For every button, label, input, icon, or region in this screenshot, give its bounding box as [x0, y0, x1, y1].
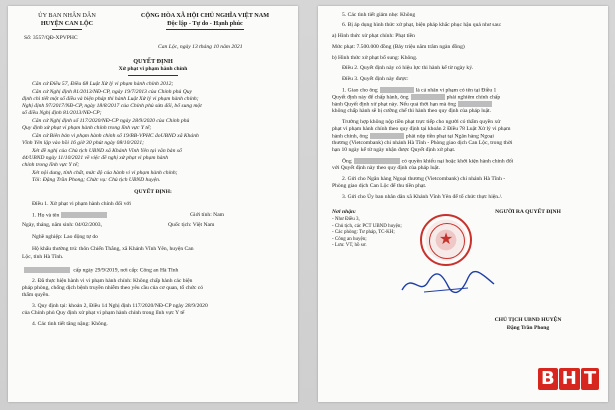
item-2-line: pháp phòng, chống dịch bệnh truyền nhiễm theo yêu cầu của cơ quan, tổ chức có [22, 285, 204, 291]
redacted-name [61, 212, 107, 218]
delivery-text: hành Quyết định xử phạt này. Nếu quá thời hạn mà ông [332, 101, 457, 108]
watermark-logo [538, 368, 600, 390]
article-2: Điều 2. Quyết định này có hiệu lực thi hành kể từ ngày ký. [342, 65, 474, 71]
item-6b: b) Hình thức xử phạt bổ sung: Không. [332, 55, 418, 61]
signer-position: CHỦ TỊCH UBND HUYỆN [494, 317, 562, 323]
article-3: Điều 3. Quyết định này được: [342, 76, 409, 82]
place-date: Can Lộc, ngày 13 tháng 10 năm 2021 [158, 44, 243, 50]
occupation: Nghề nghiệp: Lao động tự do [32, 234, 98, 240]
bank-line: 2. Gửi cho Ngân hàng Ngoại thương (Vietcombank) chi nhánh Hà Tĩnh - [342, 176, 506, 182]
basis-line: Xét nội dung, tính chất, mức độ của hành vi vi phạm hành chính; [32, 170, 178, 176]
basis-line: 44/UBND ngày 11/10/2021 về việc đề nghị xử phạt vi phạm hành [22, 155, 169, 161]
id-issue-row [22, 267, 178, 275]
recipient-item: - Như Điều 3, [332, 217, 360, 222]
fine-amount: Mức phạt: 7.500.000 đồng (Bảy triệu năm trăm ngàn đồng) [332, 44, 465, 50]
redacted-name [411, 94, 445, 100]
doc-subtitle: Xử phạt vi phạm hành chính [118, 66, 188, 72]
payment-text: hành chính, ông [332, 133, 368, 140]
agency-underline [52, 29, 82, 30]
offender-name-row [32, 212, 109, 220]
redacted-name [380, 87, 414, 93]
bank-line: Phòng giao dịch Can Lộc để thu tiền phạt. [332, 183, 427, 189]
gender: Giới tính: Nam [190, 212, 225, 218]
agency-line2: HUYỆN CAN LỘC [40, 20, 94, 27]
commune-line: 3. Gửi cho Ủy ban nhân dân xã Khánh Vĩnh Yên để tổ chức thực hiện./. [342, 194, 503, 200]
basis-line: Quy định xử phạt vi phạm hành chính trong lĩnh vực Y tế; [22, 125, 152, 131]
appeal-line: với Quyết định này theo quy định của pháp luật. [332, 165, 440, 171]
doc-number: Số: 3557/QĐ-XPVPHC [24, 35, 78, 41]
signer-name: Đặng Trần Phong [506, 325, 550, 331]
basis-line: Nghị định 97/2017/NĐ-CP, ngày 18/8/2017 của Chính phủ sửa đổi, bổ sung một [22, 103, 202, 109]
item-2-line: thẩm quyền. [22, 292, 50, 298]
basis-line: số điều Nghị định 81/2013/NĐ-CP; [22, 110, 102, 116]
agency-header [22, 12, 112, 28]
agency-line1: ỦY BAN NHÂN DÂN [38, 12, 96, 19]
payment-text: phải nộp tiền phạt tại Ngân hàng Ngoại [405, 133, 494, 140]
basis-line: chính trong lĩnh vực Y tế; [22, 162, 80, 168]
title-underline [128, 75, 178, 76]
item-5: 5. Các tình tiết giảm nhẹ: Không [342, 12, 416, 18]
signature [398, 268, 498, 298]
delivery-text: Quyết định này để chấp hành, ông [332, 94, 409, 101]
doc-title: QUYẾT ĐỊNH [133, 58, 173, 65]
payment-line: thương (Vietcombank) chi nhánh Hà Tĩnh - Phòng giao dịch Can Lộc, trong thời [332, 140, 513, 146]
item-6a: a) Hình thức xử phạt chính: Phạt tiền [332, 33, 415, 39]
official-seal [420, 214, 472, 266]
payment-line: hạn 10 ngày kể từ ngày nhận được Quyết định xử phạt. [332, 147, 456, 153]
payment-line: phạt vi phạm hành chính theo quy định tại khoản 2 Điều 78 Luật Xử lý vi phạm [332, 126, 511, 132]
basis-line: Căn cứ Nghị định 81/2013/NĐ-CP, ngày 19/7/2013 của Chính phủ Quy [32, 89, 193, 95]
delivery-text: là cá nhân vi phạm có tên tại Điều 1 [415, 87, 497, 94]
redacted-name [458, 101, 492, 107]
article-1: Điều 1. Xử phạt vi phạm hành chính đối với [32, 201, 131, 207]
nation-underline [166, 29, 244, 30]
basis-line: Vĩnh Yên lập vào hồi 16 giờ 30 phút ngày 08/10/2021; [22, 140, 145, 146]
delivery-line: không chấp hành sẽ bị cưỡng chế thi hành theo quy định của pháp luật. [332, 108, 492, 114]
nationality: Quốc tịch: Việt Nam [168, 222, 215, 228]
name-label: 1. Họ và tên [32, 212, 60, 219]
basis-line: Căn cứ Điều 57, Điều 68 Luật Xử lý vi phạm hành chính 2012; [32, 81, 174, 87]
nation-line1: CỘNG HÒA XÃ HỘI CHỦ NGHĨA VIỆT NAM [140, 12, 270, 19]
decides-heading: QUYẾT ĐỊNH: [134, 189, 172, 195]
redacted-name [370, 133, 404, 139]
appeal-text: Ông [342, 158, 352, 165]
basis-line: Căn cứ Nghị định số 117/2020/NĐ-CP ngày 28/9/2020 của Chính phủ [32, 118, 190, 124]
watermark-letter: H [559, 368, 580, 390]
delivery-text: phải nghiêm chỉnh chấp [446, 94, 501, 101]
watermark-letter: B [538, 368, 558, 390]
recipient-item: - Các phòng: Tư pháp, TC-KH; [332, 230, 395, 236]
watermark-letter: T [581, 368, 599, 390]
date-of-birth: Ngày, tháng, năm sinh: 04/02/2003, [22, 222, 102, 228]
item-3-line: của Chính phủ Quy định xử phạt vi phạm hành chính trong lĩnh vực Y tế [22, 310, 185, 316]
item-2-line: 2. Đã thực hiện hành vi vi phạm hành chính: Không chấp hành các biện [32, 278, 193, 284]
basis-line: Tôi: Đặng Trần Phong; Chức vụ: Chủ tịch UBND huyện. [32, 177, 161, 183]
recipient-item: - Chủ tịch, các PCT UBND huyện; [332, 223, 402, 229]
item-6: 6. Bị áp dụng hình thức xử phạt, biện pháp khắc phục hậu quả như sau: [342, 22, 502, 28]
page-two [318, 6, 608, 402]
nation-header [114, 12, 296, 28]
recipients-list [332, 217, 402, 250]
basis-line: định chi tiết một số điều và biện pháp thi hành Luật Xử lý vi phạm hành chính; [22, 96, 199, 102]
basis-line: Căn cứ Biên bản vi phạm hành chính số 19/BB-VPHC đoUBND xã Khánh [32, 133, 199, 139]
address-line2: Lộc, tỉnh Hà Tĩnh. [22, 254, 64, 260]
recipients-title: Nơi nhận: [332, 209, 356, 215]
redacted-id [24, 267, 70, 273]
recipient-item: - Lưu: VT, hồ sơ. [332, 243, 367, 249]
address-line1: Hộ khẩu thường trú: thôn Chiến Thắng, xã Khánh Vĩnh Yên, huyện Can [32, 246, 194, 252]
item-4: 4. Các tình tiết tăng nặng: Không. [32, 321, 108, 327]
basis-line: Xét đề nghị của Chủ tịch UBND xã Khánh Vĩnh Yên tại văn bản số [32, 148, 182, 154]
delivery-text: 1. Giao cho ông [342, 87, 378, 94]
id-issue: cấp ngày 29/9/2019, nơi cấp: Công an Hà Tĩnh [73, 267, 179, 274]
nation-line2: Độc lập - Tự do - Hạnh phúc [167, 20, 243, 27]
signer-title: NGƯỜI RA QUYẾT ĐỊNH [495, 209, 561, 215]
appeal-text: có quyền khiếu nại hoặc khởi kiện hành chính đối [401, 158, 514, 165]
recipient-item: - Công an huyện; [332, 236, 367, 242]
payment-line: Trường hợp không nộp tiền phạt trực tiếp cho người có thẩm quyền xử [342, 119, 501, 125]
item-3-line: 3. Quy định tại: khoản 2, Điều 14 Nghị định 117/2020/NĐ-CP ngày 28/9/2020 [32, 303, 208, 309]
page-one [8, 6, 298, 402]
redacted-name [354, 158, 400, 164]
